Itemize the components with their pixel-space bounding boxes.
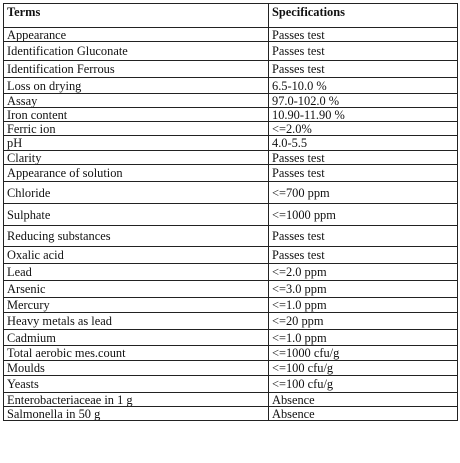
table-row [4,78,458,94]
term-cell: pH [4,136,269,151]
table-row [4,313,458,330]
table-row [4,28,458,42]
term-cell: Identification Ferrous [4,61,269,78]
table-row [4,151,458,165]
table-row [4,108,458,122]
spec-cell: <=2.0 ppm [269,264,458,281]
table-row [4,407,458,421]
term-cell: Assay [4,94,269,108]
table-row [4,182,458,204]
spec-cell: Passes test [269,42,458,61]
table-row [4,361,458,376]
spec-cell: Passes test [269,151,458,165]
term-cell: Mercury [4,298,269,313]
term-cell: Identification Gluconate [4,42,269,61]
spec-cell: Absence [269,393,458,407]
table-row [4,330,458,346]
spec-cell: 6.5-10.0 % [269,78,458,94]
table-row [4,94,458,108]
spec-cell: Passes test [269,28,458,42]
table-row [4,376,458,393]
spec-cell: <=3.0 ppm [269,281,458,298]
table-row [4,165,458,182]
spec-cell: <=1000 ppm [269,204,458,226]
term-cell: Cadmium [4,330,269,346]
header-specifications: Specifications [269,4,458,28]
spec-cell: <=20 ppm [269,313,458,330]
term-cell: Lead [4,264,269,281]
term-cell: Salmonella in 50 g [4,407,269,421]
term-cell: Appearance of solution [4,165,269,182]
table-row [4,204,458,226]
spec-cell: 10.90-11.90 % [269,108,458,122]
table-row [4,393,458,407]
term-cell: Oxalic acid [4,247,269,264]
spec-cell: 97.0-102.0 % [269,94,458,108]
table-row [4,264,458,281]
spec-cell: <=100 cfu/g [269,361,458,376]
term-cell: Chloride [4,182,269,204]
term-cell: Arsenic [4,281,269,298]
spec-cell: Passes test [269,165,458,182]
table-row [4,136,458,151]
table-row [4,122,458,136]
table-row [4,281,458,298]
table-row [4,298,458,313]
table-row [4,346,458,361]
term-cell: Appearance [4,28,269,42]
term-cell: Ferric ion [4,122,269,136]
header-row [4,4,458,28]
header-terms: Terms [4,4,269,28]
spec-cell: <=100 cfu/g [269,376,458,393]
spec-cell: 4.0-5.5 [269,136,458,151]
spec-cell: <=1.0 ppm [269,298,458,313]
spec-cell: <=1.0 ppm [269,330,458,346]
term-cell: Iron content [4,108,269,122]
spec-cell: Absence [269,407,458,421]
table-row [4,42,458,61]
term-cell: Reducing substances [4,226,269,247]
term-cell: Heavy metals as lead [4,313,269,330]
specifications-table [3,3,458,421]
term-cell: Clarity [4,151,269,165]
spec-cell: <=2.0% [269,122,458,136]
term-cell: Total aerobic mes.count [4,346,269,361]
term-cell: Loss on drying [4,78,269,94]
term-cell: Moulds [4,361,269,376]
spec-cell: Passes test [269,226,458,247]
term-cell: Enterobacteriaceae in 1 g [4,393,269,407]
table-row [4,247,458,264]
spec-cell: Passes test [269,61,458,78]
spec-cell: <=1000 cfu/g [269,346,458,361]
spec-cell: <=700 ppm [269,182,458,204]
table-row [4,226,458,247]
term-cell: Yeasts [4,376,269,393]
table-row [4,61,458,78]
term-cell: Sulphate [4,204,269,226]
spec-cell: Passes test [269,247,458,264]
